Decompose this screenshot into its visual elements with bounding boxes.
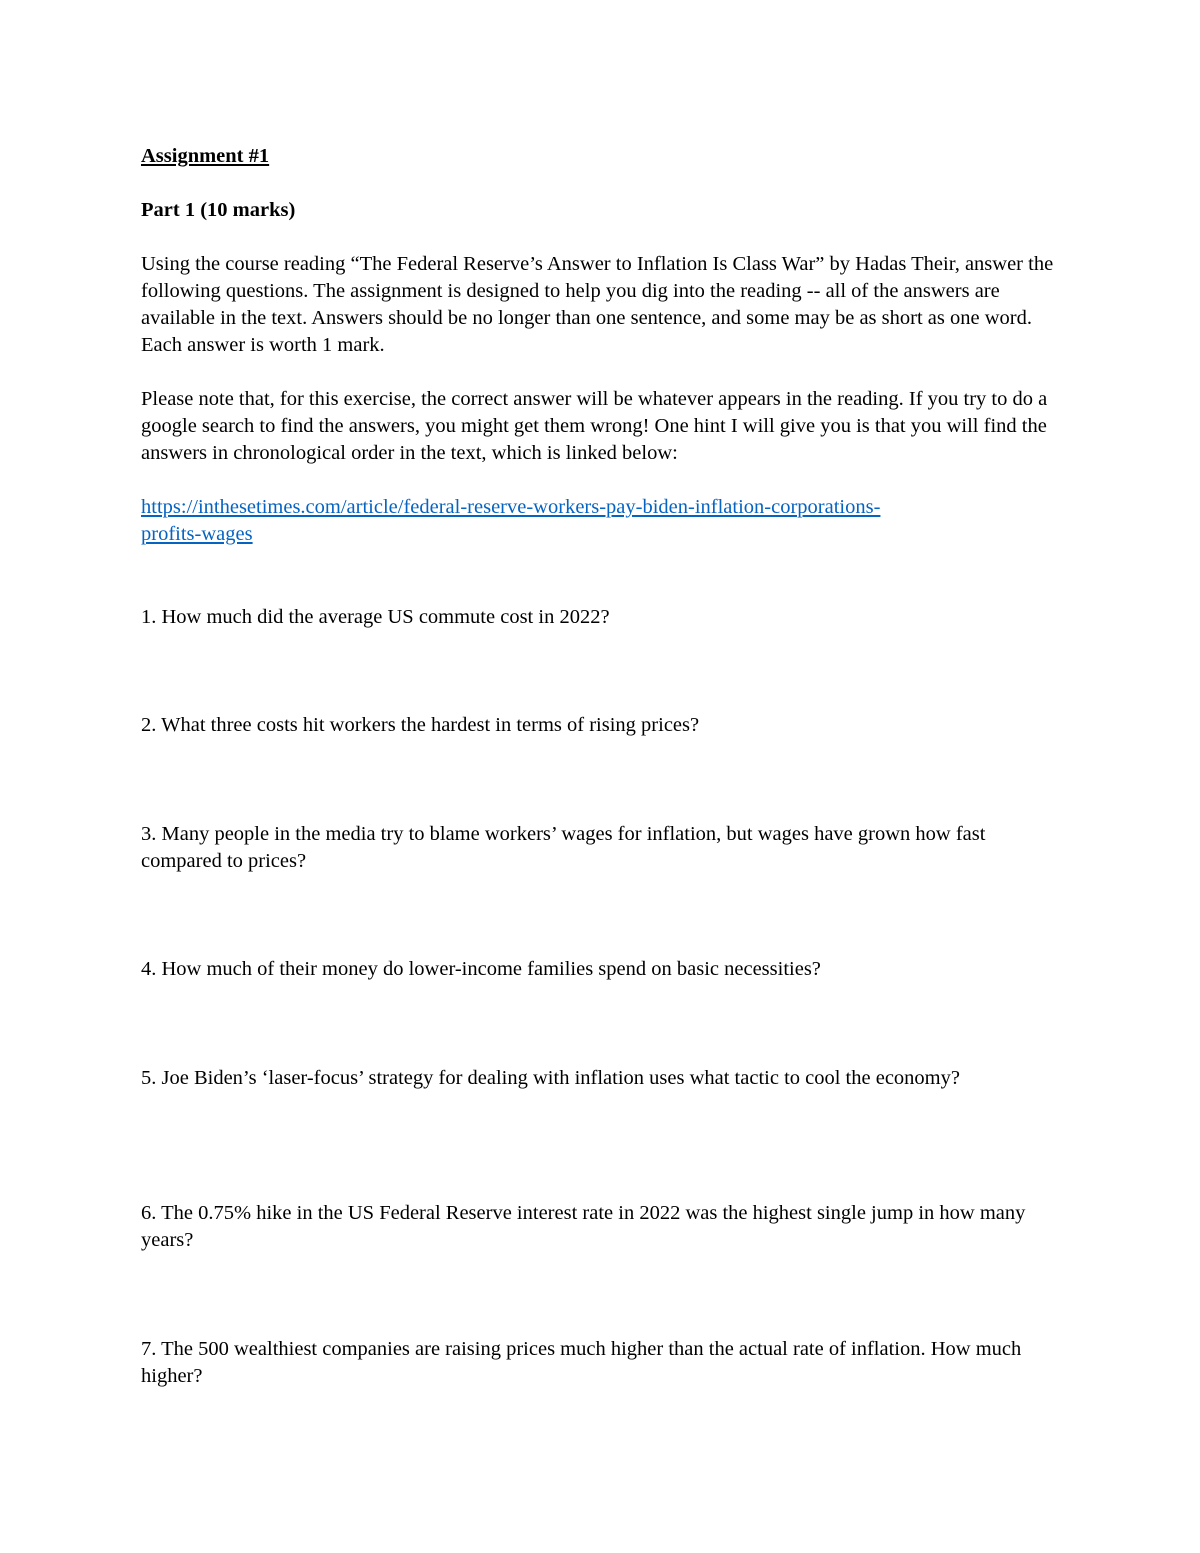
reading-link-continued[interactable]: profits-wages [141,523,253,545]
reading-link-block [141,494,1071,548]
question-7: 7. The 500 wealthiest companies are raising prices much higher than the actual rate of inflation. How much higher? [141,1338,1022,1387]
note-paragraph: Please note that, for this exercise, the correct answer will be whatever appears in the reading. If you try to do a google search to find the answers, you might get them wrong! One hint I will give you is that you will find the answers in chronological order in the text, which is linked below: [141,388,1048,464]
question-5: 5. Joe Biden’s ‘laser-focus’ strategy for dealing with inflation uses what tactic to cool the economy? [141,1067,960,1089]
question-2: 2. What three costs hit workers the hardest in terms of rising prices? [141,714,700,736]
assignment-title: Assignment #1 [141,145,270,167]
question-6: 6. The 0.75% hike in the US Federal Reserve interest rate in 2022 was the highest single jump in how many years? [141,1202,1026,1251]
question-3: 3. Many people in the media try to blame workers’ wages for inflation, but wages have grown how fast compared to prices? [141,823,986,872]
intro-paragraph: Using the course reading “The Federal Reserve’s Answer to Inflation Is Class War” by Hadas Their, answer the following questions. The assignment is designed to help you dig into the reading -- all of the answers are available in the text. Answers should be no longer than one sentence, and some may be as short as one word. Each answer is worth 1 mark. [141,253,1054,356]
document-body [141,143,1071,548]
part-heading: Part 1 (10 marks) [141,199,296,221]
question-4: 4. How much of their money do lower-income families spend on basic necessities? [141,958,821,980]
question-1: 1. How much did the average US commute cost in 2022? [141,606,610,628]
reading-link[interactable]: https://inthesetimes.com/article/federal-reserve-workers-pay-biden-inflation-corporations- [141,496,881,518]
